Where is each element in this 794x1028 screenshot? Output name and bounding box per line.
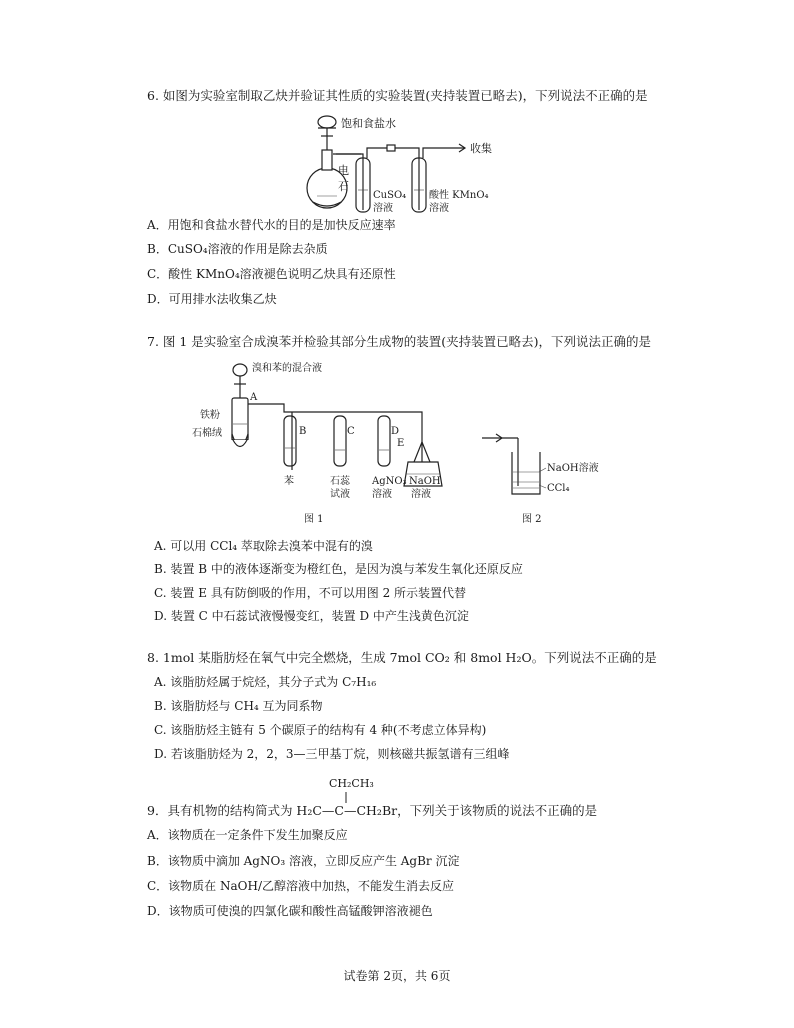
label-bromine-benzene-mix: 溴和苯的混合液 — [252, 363, 322, 374]
label-figure-2: 图 2 — [522, 514, 542, 525]
label-shi: 石 — [338, 180, 349, 193]
q9-formula-branch: CH₂CH₃ — [329, 777, 374, 790]
q7-option-c: C. 装置 E 具有防倒吸的作用，不可以用图 2 所示装置代替 — [154, 586, 467, 600]
page-footer: 试卷第 2页，共 6页 — [343, 969, 451, 983]
q9-option-a: A．该物质在一定条件下发生加聚反应 — [147, 828, 348, 842]
q8-option-b: B. 该脂肪烃与 CH₄ 互为同系物 — [154, 699, 323, 713]
label-naoh-solution-fig2: NaOH溶液 — [547, 463, 599, 474]
q7-figure1-apparatus — [192, 358, 472, 526]
label-agno3: AgNO₃ — [372, 476, 407, 487]
q7-stem: 7. 图 1 是实验室合成溴苯并检验其部分生成物的装置(夹持装置已略去)，下列说法正确的是 — [147, 334, 652, 349]
label-litmus-1: 石蕊 — [330, 476, 350, 487]
label-figure-1: 图 1 — [304, 514, 324, 525]
q8-option-a: A. 该脂肪烃属于烷烃，其分子式为 C₇H₁₆ — [154, 675, 377, 689]
label-dian: 电 — [338, 164, 349, 177]
label-agno3-solution: 溶液 — [372, 489, 392, 500]
label-ccl4: CCl₄ — [547, 483, 570, 494]
label-e: E — [397, 438, 405, 449]
q7-option-b: B. 装置 B 中的液体逐渐变为橙红色，是因为溴与苯发生氧化还原反应 — [154, 562, 523, 576]
label-c: C — [347, 426, 355, 437]
label-kmno4-solution: 溶液 — [429, 203, 449, 214]
q9-stem: 9．具有机物的结构简式为 H₂C—C—CH₂Br，下列关于该物质的说法不正确的是 — [147, 803, 598, 818]
label-benzene: 苯 — [284, 476, 294, 487]
q6-option-a: A．用饱和食盐水替代水的目的是加快反应速率 — [147, 218, 396, 232]
q9-option-b: B．该物质中滴加 AgNO₃ 溶液，立即反应产生 AgBr 沉淀 — [147, 854, 460, 868]
label-a: A — [250, 392, 258, 403]
q8-option-c: C. 该脂肪烃主链有 5 个碳原子的结构有 4 种(不考虑立体异构) — [154, 723, 487, 737]
label-cuso4-solution: 溶液 — [373, 203, 393, 214]
q8-option-d: D. 若该脂肪烃为 2，2，3—三甲基丁烷，则核磁共振氢谱有三组峰 — [154, 747, 510, 761]
q6-stem: 6. 如图为实验室制取乙炔并验证其性质的实验装置(夹持装置已略去)，下列说法不正确的是 — [147, 88, 648, 103]
q7-option-d: D. 装置 C 中石蕊试液慢慢变红，装置 D 中产生浅黄色沉淀 — [154, 609, 469, 623]
label-kmno4: 酸性 KMnO₄ — [429, 190, 489, 201]
q9-formula-bonds — [335, 790, 365, 806]
q6-option-c: C．酸性 KMnO₄溶液褪色说明乙炔具有还原性 — [147, 267, 396, 281]
q6-apparatus-diagram — [305, 110, 505, 218]
label-litmus-2: 试液 — [330, 489, 350, 500]
label-cuso4: CuSO₄ — [373, 190, 407, 201]
q9-option-c: C．该物质在 NaOH/乙醇溶液中加热，不能发生消去反应 — [147, 879, 454, 893]
label-d: D — [391, 426, 400, 437]
q6-option-b: B．CuSO₄溶液的作用是除去杂质 — [147, 242, 328, 256]
label-saturated-salt-water: 饱和食盐水 — [341, 117, 396, 130]
q9-option-d: D．该物质可使溴的四氯化碳和酸性高锰酸钾溶液褪色 — [147, 904, 433, 918]
label-naoh-solution-e: 溶液 — [411, 489, 431, 500]
label-iron-powder: 铁粉 — [200, 410, 220, 421]
q6-option-d: D．可用排水法收集乙炔 — [147, 292, 277, 306]
q7-option-a: A. 可以用 CCl₄ 萃取除去溴苯中混有的溴 — [154, 539, 373, 553]
label-collect: 收集 — [470, 142, 492, 155]
label-b: B — [299, 426, 307, 437]
q7-figure2-apparatus — [482, 430, 602, 526]
label-asbestos: 石棉绒 — [192, 428, 222, 439]
label-naoh: NaOH — [409, 476, 441, 487]
q8-stem: 8. 1mol 某脂肪烃在氧气中完全燃烧，生成 7mol CO₂ 和 8mol H₂O。下列说法不正确的是 — [147, 650, 657, 665]
